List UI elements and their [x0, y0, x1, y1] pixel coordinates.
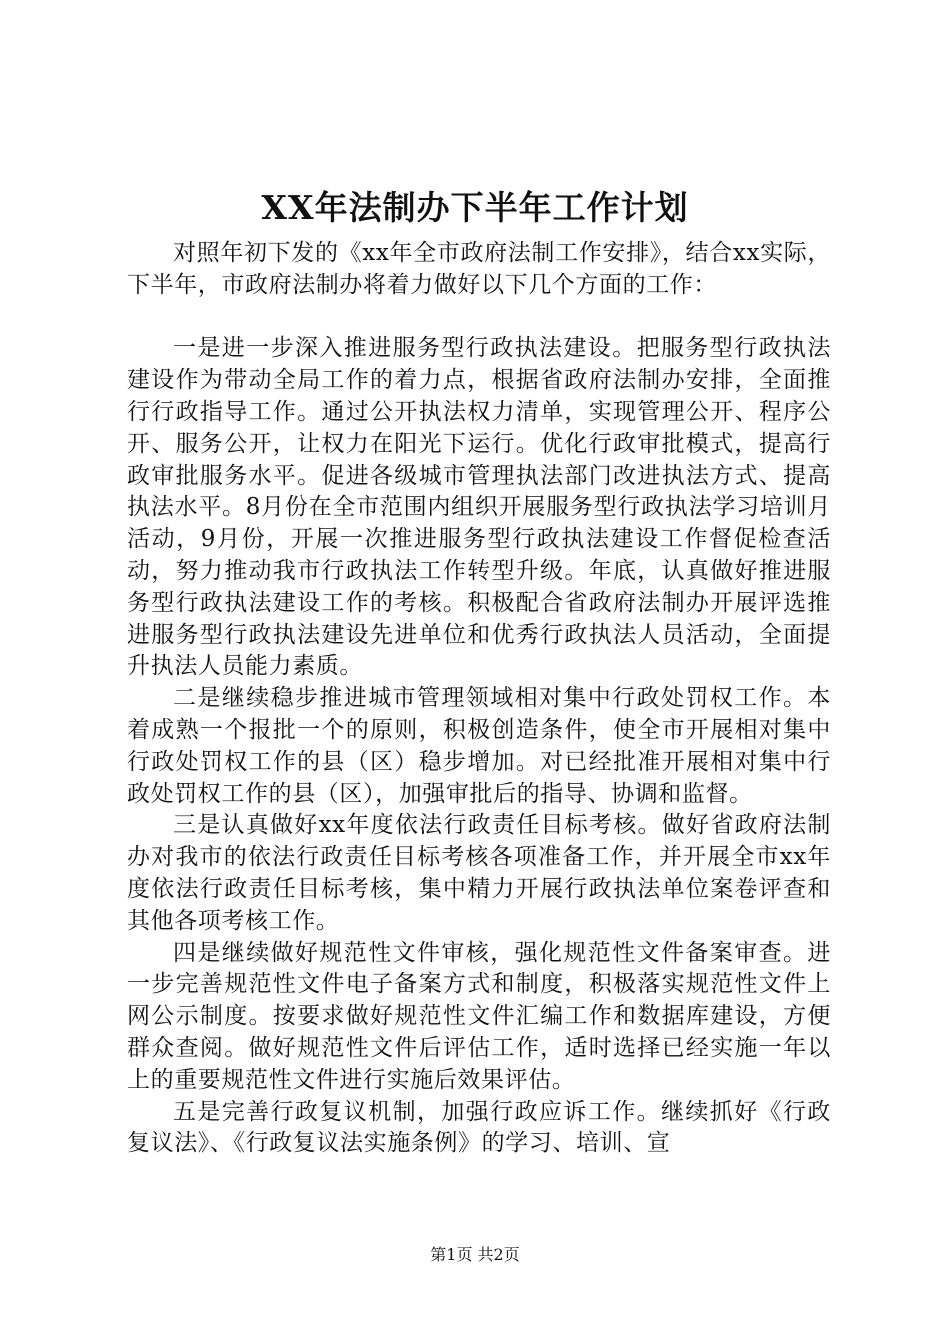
paragraph-3: 三是认真做好xx年度依法行政责任目标考核。做好省政府法制办对我市的依法行政责任目标考核各项准备工作，并开展全市xx年度依法行政责任目标考核，集中精力开展行政执法单位案卷评查和其他各项考核工作。	[127, 812, 831, 934]
paragraph-4: 四是继续做好规范性文件审核，强化规范性文件备案审查。进一步完善规范性文件电子备案方式和制度，积极落实规范性文件上网公示制度。按要求做好规范性文件汇编工作和数据库建设，方便群众查阅。做好规范性文件后评估工作，适时选择已经实施一年以上的重要规范性文件进行实施后效果评估。	[127, 939, 831, 1093]
document-title: XX年法制办下半年工作计划	[261, 188, 689, 227]
page-number-footer: 第1页 共2页	[430, 1245, 520, 1264]
intro-paragraph: 对照年初下发的《xx年全市政府法制工作安排》，结合xx实际，下半年，市政府法制办将着力做好以下几个方面的工作：	[127, 240, 831, 298]
paragraph-spacer	[127, 302, 831, 334]
paragraph-5: 五是完善行政复议机制，加强行政应诉工作。继续抓好《行政复议法》、《行政复议法实施条例》的学习、培训、宣	[127, 1098, 831, 1157]
paragraph-2: 二是继续稳步推进城市管理领域相对集中行政处罚权工作。本着成熟一个报批一个的原则，积极创造条件，使全市开展相对集中行政处罚权工作的县（区）稳步增加。对已经批准开展相对集中行政处罚权工作的县（区），加强审批后的指导、协调和监督。	[127, 685, 831, 807]
paragraph-1: 一是进一步深入推进服务型行政执法建设。把服务型行政执法建设作为带动全局工作的着力点，根据省政府法制办安排，全面推行行政指导工作。通过公开执法权力清单，实现管理公开、程序公开、服务公开，让权力在阳光下运行。优化行政审批模式，提高行政审批服务水平。促进各级城市管理执法部门改进执法方式、提高执法水平。8月份在全市范围内组织开展服务型行政执法学习培训月活动，9月份，开展一次推进服务型行政执法建设工作督促检查活动，努力推动我市行政执法工作转型升级。年底，认真做好推进服务型行政执法建设工作的考核。积极配合省政府法制办开展评选推进服务型行政执法建设先进单位和优秀行政执法人员活动，全面提升执法人员能力素质。	[127, 335, 831, 680]
document-body	[127, 238, 831, 1160]
